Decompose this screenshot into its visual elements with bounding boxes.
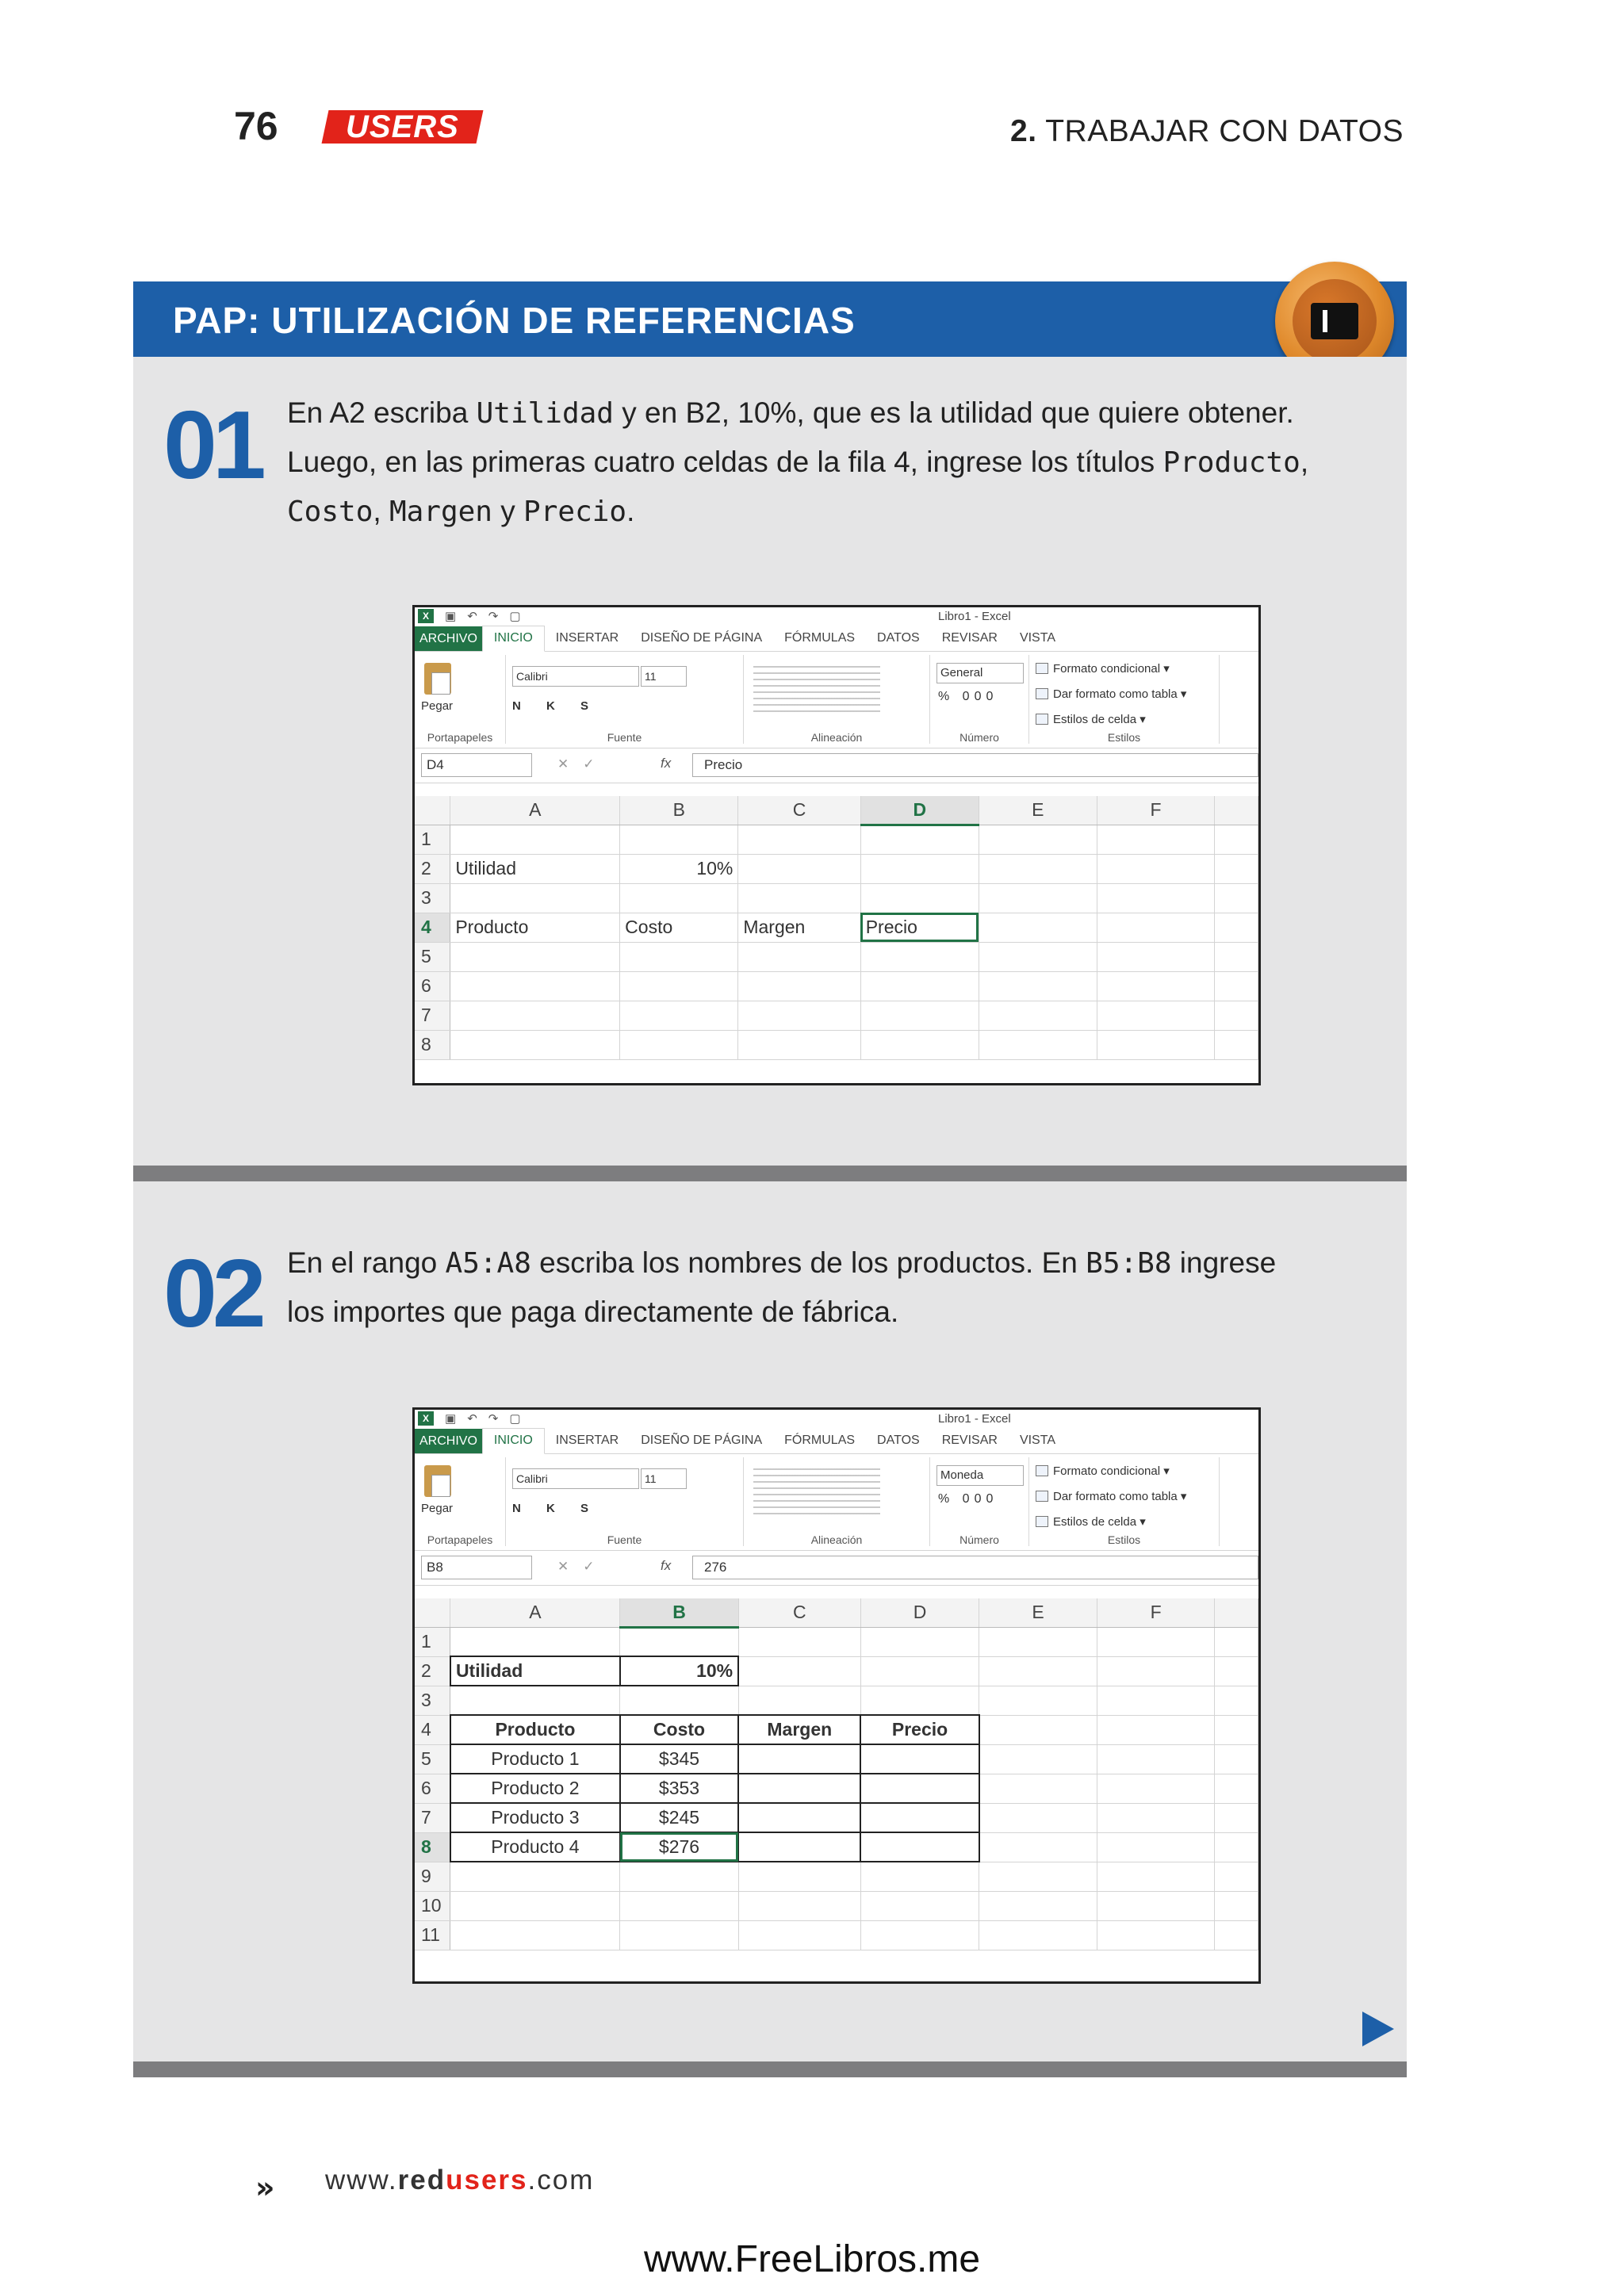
cell-styles-button[interactable]: Estilos de celda ▾ [1036,1514,1146,1529]
cell[interactable] [738,825,860,854]
row-header[interactable]: 2 [415,1656,450,1686]
number-symbols[interactable]: % 000 [938,1492,998,1506]
format-buttons[interactable]: N K S [512,699,600,713]
cell[interactable] [1097,942,1215,971]
chapter-number: 2. [1010,114,1037,148]
tab-datos[interactable]: DATOS [877,631,920,645]
cell[interactable] [979,1832,1097,1862]
fx-icon[interactable]: fx [661,1558,672,1573]
users-logo: USERS [322,110,484,144]
formula-cancel-confirm-icons[interactable]: ✕✓ [557,1559,609,1574]
cell-a5[interactable]: Producto 1 [450,1744,620,1774]
cell[interactable] [979,825,1097,854]
tab-diseno[interactable]: DISEÑO DE PÁGINA [641,1434,763,1447]
tab-revisar[interactable]: REVISAR [941,1434,998,1447]
cell-b5[interactable]: $345 [620,1744,738,1774]
ribbon [415,652,1258,748]
window-title: Libro1 - Excel [938,1412,1011,1426]
tab-formulas[interactable]: FÓRMULAS [784,631,856,645]
row-header[interactable]: 2 [415,854,450,883]
paste-button[interactable]: Pegar [421,699,454,713]
cell[interactable] [450,1920,620,1950]
conditional-format-button[interactable]: Formato condicional ▾ [1036,1464,1170,1478]
cell[interactable] [979,854,1097,883]
number-symbols[interactable]: % 000 [938,690,998,703]
cell[interactable] [979,1656,1097,1686]
ribbon-tabs [415,1429,1258,1454]
window-title: Libro1 - Excel [938,610,1011,623]
cell[interactable] [620,1862,738,1891]
ribbon [415,1454,1258,1551]
cell[interactable] [620,971,738,1001]
tab-vista[interactable]: VISTA [1019,1434,1055,1447]
ribbon-tabs [415,626,1258,652]
cell[interactable] [1097,1774,1215,1803]
row-header[interactable]: 8 [415,1030,450,1059]
column-header[interactable]: B [620,1598,738,1627]
column-header[interactable]: C [738,1598,860,1627]
double-chevron-icon: » [255,2170,267,2205]
cell-d7[interactable] [860,1803,979,1832]
redo-icon[interactable]: ↷ [488,610,499,623]
cell[interactable] [620,1891,738,1920]
tab-archivo[interactable]: ARCHIVO [415,1429,482,1453]
column-header[interactable]: E [979,796,1097,825]
tab-revisar[interactable]: REVISAR [941,631,998,645]
cell-d5[interactable] [860,1744,979,1774]
excel-title-bar [415,607,1258,626]
cell-b7[interactable]: $245 [620,1803,738,1832]
cell-styles-button[interactable]: Estilos de celda ▾ [1036,712,1146,726]
paste-icon[interactable] [424,663,451,695]
cell[interactable] [979,1715,1097,1744]
cell[interactable] [860,1920,979,1950]
cell-c5[interactable] [738,1744,860,1774]
cell-c6[interactable] [738,1774,860,1803]
cell[interactable] [1097,1862,1215,1891]
cell[interactable] [1097,913,1215,942]
alignment-icons[interactable] [753,666,880,714]
cell[interactable] [1097,1891,1215,1920]
cell-d6[interactable] [860,1774,979,1803]
cell[interactable] [1097,1803,1215,1832]
tab-insertar[interactable]: INSERTAR [555,631,619,645]
save-icon[interactable]: ▣ [445,1412,457,1426]
row-header[interactable]: 7 [415,1001,450,1030]
cell[interactable] [860,1030,979,1059]
cell[interactable] [1097,854,1215,883]
cell-b2[interactable]: 10% [620,854,738,883]
cell[interactable] [860,1862,979,1891]
table-format-button[interactable]: Dar formato como tabla ▾ [1036,1489,1186,1503]
section-divider [133,1166,1407,1181]
cell[interactable] [979,1030,1097,1059]
cell[interactable] [450,1862,620,1891]
cell[interactable] [860,1001,979,1030]
row-header[interactable]: 11 [415,1920,450,1950]
tab-diseno[interactable]: DISEÑO DE PÁGINA [641,631,763,645]
row-header[interactable]: 4 [415,1715,450,1744]
cell-c4[interactable]: Margen [738,913,860,942]
cell[interactable] [738,1001,860,1030]
cell[interactable] [860,854,979,883]
cell[interactable] [1097,1744,1215,1774]
cell[interactable] [979,1891,1097,1920]
group-numero: General % 000 Número [930,655,1029,744]
cell[interactable] [620,1030,738,1059]
pap-title-bar [133,281,1407,357]
tab-inicio[interactable]: INICIO [482,1428,545,1454]
cell-b2[interactable]: 10% [620,1656,738,1686]
row-header[interactable]: 9 [415,1862,450,1891]
undo-icon[interactable]: ↶ [467,1412,477,1426]
save-icon[interactable]: ▣ [445,610,457,623]
cell[interactable] [979,1774,1097,1803]
group-fuente: Calibri 11 N K S Fuente [506,655,744,744]
cell[interactable] [450,942,620,971]
new-file-icon[interactable]: ▢ [509,1412,521,1426]
cell[interactable] [738,1862,860,1891]
cell[interactable] [738,1686,860,1715]
cell-d4[interactable]: Precio [860,913,979,942]
sheet-grid [415,796,1258,1060]
step-2-number: 02 [163,1239,262,1347]
cell-a2[interactable]: Utilidad [450,854,620,883]
row-header[interactable]: 10 [415,1891,450,1920]
cell-c7[interactable] [738,1803,860,1832]
cell-b8[interactable]: $276 [620,1832,738,1862]
tab-datos[interactable]: DATOS [877,1434,920,1447]
cell[interactable] [860,1891,979,1920]
group-numero: Moneda % 000 Número [930,1457,1029,1546]
chapter-heading [1010,114,1404,149]
format-buttons[interactable]: N K S [512,1502,600,1515]
tab-archivo[interactable]: ARCHIVO [415,626,482,651]
table-format-button[interactable]: Dar formato como tabla ▾ [1036,687,1186,701]
name-box[interactable]: B8 [421,1556,532,1579]
paste-icon[interactable] [424,1465,451,1497]
cell[interactable] [1097,1627,1215,1656]
tab-formulas[interactable]: FÓRMULAS [784,1434,856,1447]
column-header[interactable]: A [450,1598,620,1627]
font-size-select[interactable]: 11 [641,666,687,687]
section-divider [133,2061,1407,2077]
cell[interactable] [979,1862,1097,1891]
number-format-select[interactable]: Moneda [936,1465,1024,1486]
cell[interactable] [450,825,620,854]
cell-b4[interactable]: Costo [620,913,738,942]
cell[interactable] [1097,1030,1215,1059]
formula-input[interactable]: 276 [692,1556,1258,1579]
group-portapapeles: Pegar Portapapeles [415,1457,506,1546]
page-number: 76 [234,104,278,148]
cell[interactable] [450,883,620,913]
cell[interactable] [738,1891,860,1920]
row-header[interactable]: 5 [415,1744,450,1774]
cell[interactable] [620,883,738,913]
cell-a4[interactable]: Producto [450,913,620,942]
fx-icon[interactable]: fx [661,756,672,771]
cell[interactable] [860,971,979,1001]
chapter-title: TRABAJAR CON DATOS [1045,114,1404,148]
column-header[interactable]: D [860,796,979,825]
cell[interactable] [860,942,979,971]
row-header[interactable]: 3 [415,1686,450,1715]
cell[interactable] [738,1030,860,1059]
cell[interactable] [620,1001,738,1030]
row-header[interactable]: 1 [415,825,450,854]
column-header[interactable]: C [738,796,860,825]
corner-cell[interactable] [415,1598,450,1627]
cell-a6[interactable]: Producto 2 [450,1774,620,1803]
cell[interactable] [620,1627,738,1656]
cell[interactable] [738,1920,860,1950]
formula-cancel-confirm-icons[interactable]: ✕✓ [557,756,609,771]
row-header[interactable]: 5 [415,942,450,971]
excel-logo-icon: X [418,1411,434,1426]
next-page-arrow-icon[interactable] [1362,2012,1394,2046]
cell[interactable] [860,1686,979,1715]
cell[interactable] [620,1920,738,1950]
tab-insertar[interactable]: INSERTAR [555,1434,619,1447]
excel-screenshot-2 [412,1407,1261,1984]
cell-a2[interactable]: Utilidad [450,1656,620,1686]
cell[interactable] [450,1686,620,1715]
cell[interactable] [620,1686,738,1715]
excel-screenshot-1 [412,605,1261,1085]
cell-c4[interactable]: Margen [738,1715,860,1744]
row-header[interactable]: 3 [415,883,450,913]
cell[interactable] [1097,971,1215,1001]
cell[interactable] [620,942,738,971]
row-header[interactable]: 6 [415,1774,450,1803]
font-name-select[interactable]: Calibri [512,1468,639,1489]
cell[interactable] [979,1803,1097,1832]
cell[interactable] [450,1627,620,1656]
cell[interactable] [1097,1920,1215,1950]
cell[interactable] [1097,1001,1215,1030]
column-header[interactable]: D [860,1598,979,1627]
undo-icon[interactable]: ↶ [467,610,477,623]
pap-title: PAP: UTILIZACIÓN DE REFERENCIAS [173,300,856,341]
cell[interactable] [738,971,860,1001]
cell[interactable] [450,1891,620,1920]
cell[interactable] [1097,825,1215,854]
step-1-number: 01 [163,391,262,499]
group-estilos: Formato condicional ▾ Dar formato como tabla ▾ Estilos de celda ▾ Estilos [1029,1457,1220,1546]
group-alineacion: Alineación [744,1457,930,1546]
cell[interactable] [979,913,1097,942]
sheet-grid [415,1598,1258,1950]
freelibros-watermark: www.FreeLibros.me [643,2238,981,2280]
cell[interactable] [1097,883,1215,913]
cell[interactable] [738,854,860,883]
cell-b6[interactable]: $353 [620,1774,738,1803]
name-box[interactable]: D4 [421,753,532,777]
cell[interactable] [738,883,860,913]
alignment-icons[interactable] [753,1468,880,1516]
row-header[interactable]: 1 [415,1627,450,1656]
group-alineacion: Alineación [744,655,930,744]
conditional-format-button[interactable]: Formato condicional ▾ [1036,661,1170,676]
cell[interactable] [979,971,1097,1001]
cell[interactable] [450,1030,620,1059]
column-header[interactable]: B [620,796,738,825]
cell[interactable] [979,1686,1097,1715]
tab-vista[interactable]: VISTA [1019,631,1055,645]
cell[interactable] [979,883,1097,913]
cell[interactable] [1097,1832,1215,1862]
cell[interactable] [738,1627,860,1656]
cell[interactable] [1097,1656,1215,1686]
new-file-icon[interactable]: ▢ [509,610,521,623]
cell-b4[interactable]: Costo [620,1715,738,1744]
cell[interactable] [450,1001,620,1030]
cell-d8[interactable] [860,1832,979,1862]
formula-bar [415,1551,1258,1586]
cell[interactable] [860,825,979,854]
cell[interactable] [979,1744,1097,1774]
redo-icon[interactable]: ↷ [488,1412,499,1426]
row-header[interactable]: 4 [415,913,450,942]
cell-a8[interactable]: Producto 4 [450,1832,620,1862]
footer-website[interactable]: www.redusers.com [325,2165,595,2195]
step-1-text: En A2 escriba Utilidad y en B2, 10%, que es la utilidad que quiere obtener. Luego, en las primeras cuatro celdas de la fila 4, ingrese los títulos Producto, Costo, Margen y Precio. [287,396,1309,528]
group-estilos: Formato condicional ▾ Dar formato como tabla ▾ Estilos de celda ▾ Estilos [1029,655,1220,744]
formula-bar [415,748,1258,783]
group-portapapeles: Pegar Portapapeles [415,655,506,744]
excel-title-bar [415,1410,1258,1429]
column-header[interactable]: A [450,796,620,825]
cell[interactable] [979,1920,1097,1950]
cell[interactable] [979,942,1097,971]
cell[interactable] [979,1627,1097,1656]
cell-c8[interactable] [738,1832,860,1862]
paste-button[interactable]: Pegar [421,1502,454,1515]
formula-input[interactable]: Precio [692,753,1258,777]
group-fuente: Calibri 11 N K S Fuente [506,1457,744,1546]
cell[interactable] [860,1656,979,1686]
cell-a7[interactable]: Producto 3 [450,1803,620,1832]
cell[interactable] [450,971,620,1001]
cell[interactable] [1097,1715,1215,1744]
cell[interactable] [860,883,979,913]
cell[interactable] [1097,1686,1215,1715]
excel-logo-icon: X [418,609,434,623]
font-name-select[interactable]: Calibri [512,666,639,687]
cell[interactable] [738,1656,860,1686]
cell-a4[interactable]: Producto [450,1715,620,1744]
column-header[interactable]: E [979,1598,1097,1627]
cell[interactable] [979,1001,1097,1030]
step-2-text: En el rango A5:A8 escriba los nombres de los productos. En B5:B8 ingrese los importes que paga directamente de fábrica. [287,1246,1277,1328]
font-size-select[interactable]: 11 [641,1468,687,1489]
cell-d4[interactable]: Precio [860,1715,979,1744]
cell[interactable] [620,825,738,854]
cell[interactable] [738,942,860,971]
row-header[interactable]: 6 [415,971,450,1001]
row-header[interactable]: 8 [415,1832,450,1862]
number-format-select[interactable]: General [936,663,1024,683]
corner-cell[interactable] [415,796,450,825]
cell[interactable] [860,1627,979,1656]
column-header[interactable]: F [1097,1598,1215,1627]
tab-inicio[interactable]: INICIO [482,626,545,652]
column-header[interactable]: F [1097,796,1215,825]
row-header[interactable]: 7 [415,1803,450,1832]
